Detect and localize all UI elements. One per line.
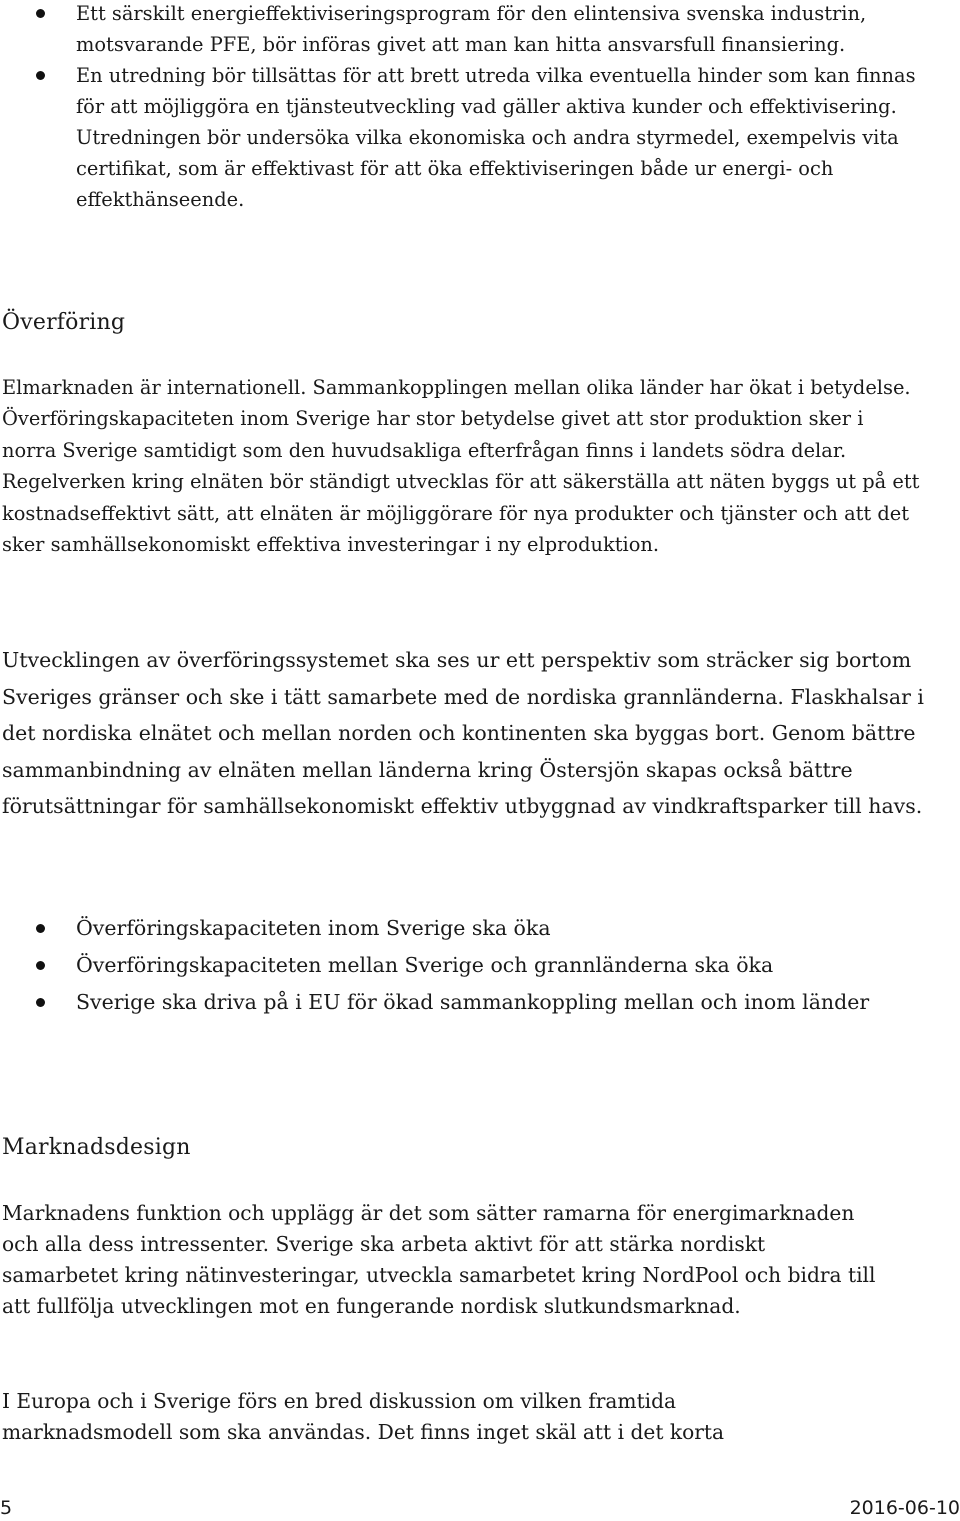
list-item: Sverige ska driva på i EU för ökad sammankoppling mellan och inom länder xyxy=(0,984,960,1021)
body-paragraph: Elmarknaden är internationell. Sammankopplingen mellan olika länder har ökat i betydelse. Överföringskapaciteten inom Sverige har stor betydelse givet att stor produktion sker i norra Sverige samtidigt som den huvudsakliga efterfrågan finns i landets södra delar. Regelverken kring elnäten bör ständigt utvecklas för att säkerställa att näten byggs ut på ett kostnadseffektivt sätt, att elnäten är möjliggörare för nya produkter och tjänster och att det sker samhällsekonomiskt effektiva investeringar i ny elproduktion. xyxy=(2,376,920,557)
page-date: 2016-06-10 xyxy=(849,1497,960,1519)
body-paragraph: Utvecklingen av överföringssystemet ska ses ur ett perspektiv som sträcker sig bortom Sveriges gränser och ske i tätt samarbete med de nordiska grannländerna. Flaskhalsar i det nordiska elnätet och mellan norden och kontinenten ska byggas bort. Genom bättre sammanbindning av elnäten mellan länderna kring Östersjön skapas också bättre förutsättningar för samhällsekonomiskt effektiv utbyggnad av vindkraftsparker till havs. xyxy=(2,648,924,819)
list-item: En utredning bör tillsättas för att brett utreda vilka eventuella hinder som kan finnas för att möjliggöra en tjänsteutveckling vad gäller aktiva kunder och effektivisering. Utredningen bör undersöka vilka ekonomiska och andra styrmedel, exempelvis vita certifikat, som är effektivast för att öka effektiviseringen både ur energi- och effekthänseende. xyxy=(0,60,960,215)
page-number: 5 xyxy=(0,1497,13,1519)
list-item: Överföringskapaciteten inom Sverige ska öka xyxy=(0,910,960,947)
transmission-goals-list xyxy=(0,910,960,1021)
list-item: Ett särskilt energieffektiviseringsprogram för den elintensiva svenska industrin, motsvarande PFE, bör införas givet att man kan hitta ansvarsfull finansiering. xyxy=(0,0,960,60)
list-item: Överföringskapaciteten mellan Sverige och grannländerna ska öka xyxy=(0,947,960,984)
body-paragraph: I Europa och i Sverige förs en bred diskussion om vilken framtida marknadsmodell som ska användas. Det finns inget skäl att i det korta xyxy=(2,1389,725,1444)
body-paragraph: Marknadens funktion och upplägg är det som sätter ramarna för energimarknaden och alla dess intressenter. Sverige ska arbeta aktivt för att stärka nordiskt samarbetet kring nätinvesteringar, utveckla samarbetet kring NordPool och bidra till att fullfölja utvecklingen mot en fungerande nordisk slutkundsmarknad. xyxy=(2,1201,876,1318)
section-heading-overforing: Överföring xyxy=(2,310,126,335)
recommendation-list xyxy=(0,0,960,215)
section-heading-marknadsdesign: Marknadsdesign xyxy=(2,1135,191,1160)
